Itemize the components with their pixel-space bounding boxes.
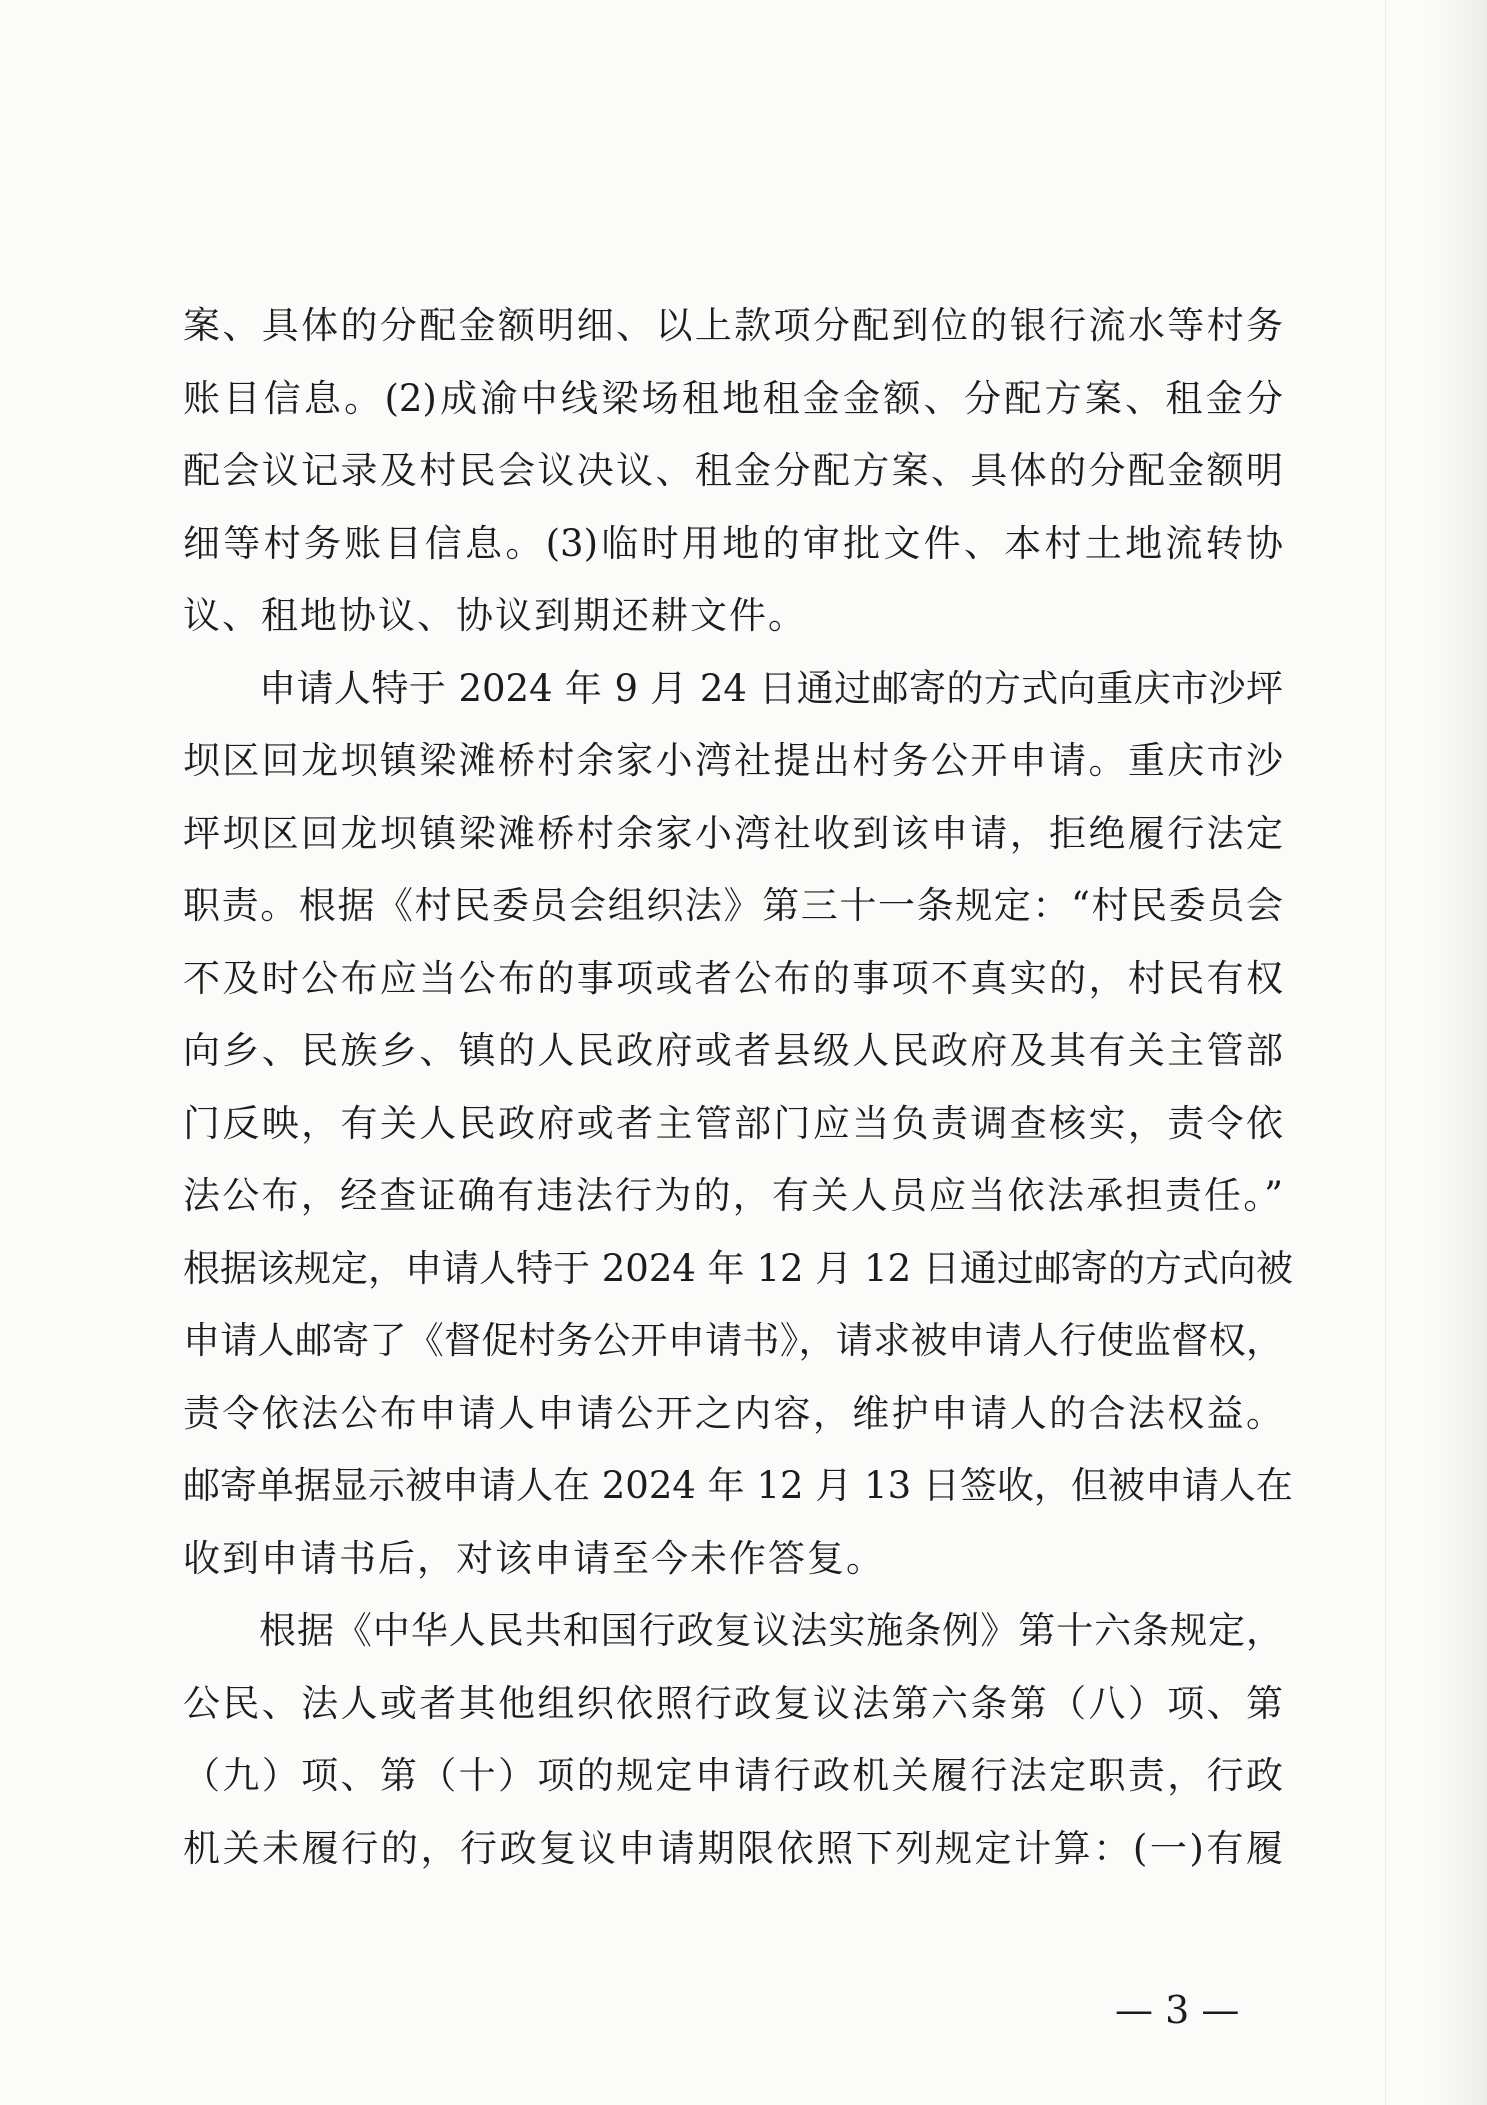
text-line: 根据《中华人民共和国行政复议法实施条例》第十六条规定， (259, 1609, 1283, 1652)
text-line: 法公布，经查证确有违法行为的，有关人员应当依法承担责任。” (183, 1174, 1283, 1217)
text-line: 责令依法公布申请人申请公开之内容，维护申请人的合法权益。 (183, 1391, 1283, 1435)
document-body (183, 290, 1293, 1885)
text-line: 申请人邮寄了《督促村务公开申请书》，请求被申请人行使监督权， (183, 1319, 1283, 1362)
text-line: 案、具体的分配金额明细、以上款项分配到位的银行流水等村务 (183, 304, 1283, 347)
page-number: — 3 — (1115, 1988, 1240, 2032)
text-line: 细等村务账目信息。(3)临时用地的审批文件、本村土地流转协 (183, 521, 1283, 565)
scan-edge-shadow (1427, 0, 1487, 2105)
text-line: 配会议记录及村民会议决议、租金分配方案、具体的分配金额明 (183, 449, 1283, 492)
text-line: 邮寄单据显示被申请人在 2024 年 12 月 13 日签收，但被申请人在 (183, 1464, 1293, 1507)
text-line: 职责。根据《村民委员会组织法》第三十一条规定：“村民委员会 (183, 884, 1283, 927)
text-line: 公民、法人或者其他组织依照行政复议法第六条第（八）项、第 (183, 1681, 1283, 1725)
text-line: （九）项、第（十）项的规定申请行政机关履行法定职责，行政 (183, 1754, 1283, 1797)
text-line: 机关未履行的，行政复议申请期限依照下列规定计算：(一)有履 (183, 1826, 1283, 1870)
text-line: 议、租地协议、协议到期还耕文件。 (183, 594, 807, 637)
text-line: 坪坝区回龙坝镇梁滩桥村余家小湾社收到该申请，拒绝履行法定 (183, 811, 1283, 855)
text-line: 根据该规定，申请人特于 2024 年 12 月 12 日通过邮寄的方式向被 (183, 1246, 1293, 1290)
scan-edge-line (1385, 0, 1386, 2105)
text-line: 账目信息。(2)成渝中线梁场租地租金金额、分配方案、租金分 (183, 376, 1283, 420)
text-line: 收到申请书后，对该申请至今未作答复。 (183, 1536, 885, 1580)
text-line: 向乡、民族乡、镇的人民政府或者县级人民政府及其有关主管部 (183, 1029, 1283, 1072)
text-line: 门反映，有关人民政府或者主管部门应当负责调查核实，责令依 (183, 1101, 1283, 1145)
text-line: 坝区回龙坝镇梁滩桥村余家小湾社提出村务公开申请。重庆市沙 (183, 739, 1283, 782)
text-line: 申请人特于 2024 年 9 月 24 日通过邮寄的方式向重庆市沙坪 (259, 666, 1283, 710)
text-line: 不及时公布应当公布的事项或者公布的事项不真实的，村民有权 (183, 956, 1283, 1000)
